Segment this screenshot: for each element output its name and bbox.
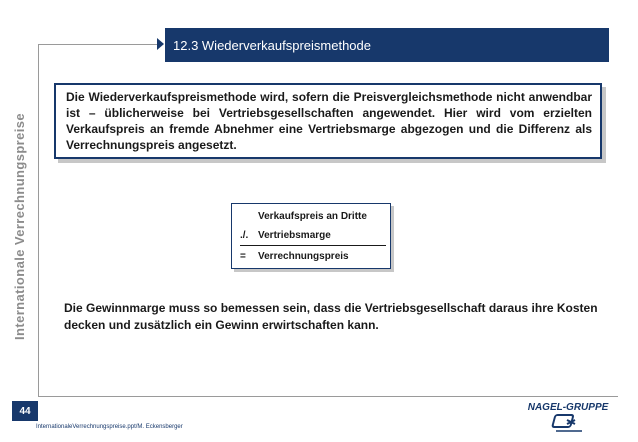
formula-row-1 [240, 210, 367, 224]
frame-left-line [38, 44, 39, 396]
margin-paragraph: Die Gewinnmarge muss so bemessen sein, dass die Vertriebsgesellschaft daraus ihre Kosten decken und zusätzlich ein Gewinn erwirtschaften kann. [64, 301, 598, 332]
nagel-gruppe-logo [520, 398, 616, 438]
frame-top-line [38, 44, 158, 45]
definition-box [54, 83, 602, 159]
formula-line-1: Verkaufspreis an Dritte [258, 211, 367, 222]
frame-bottom-line [38, 396, 618, 397]
formula-line-2: Vertriebsmarge [258, 230, 331, 241]
formula-sum-line [240, 245, 386, 246]
formula-row-3 [240, 250, 349, 264]
formula-line-3: Verrechnungspreis [258, 251, 349, 262]
formula-op-equals: = [240, 251, 246, 262]
slide-title: 12.3 Wiederverkaufspreismethode [165, 28, 609, 62]
title-arrow-icon [157, 38, 164, 50]
formula-op-minus: ./. [240, 230, 249, 241]
logo-text: NAGEL-GRUPPE [527, 402, 609, 413]
formula-row-2 [240, 229, 331, 243]
side-title: Internationale Verrechnungspreise [12, 112, 27, 340]
definition-text: Die Wiederverkaufspreismethode wird, sofern die Preisvergleichsmethode nicht anwendbar ist – üblicherweise bei Vertriebsgesellschaften angewendet. Hier wird vom erzielten Verkaufspreis an fremde Abnehmer eine Vertriebsmarge abgezogen und die Differenz als Verrechnungspreis angesetzt. [66, 90, 592, 152]
page-number: 44 [12, 401, 38, 421]
footer-text: InternationaleVerrechnungspreise.ppt/M. Eckensberger [36, 424, 183, 430]
formula-box [231, 203, 391, 269]
